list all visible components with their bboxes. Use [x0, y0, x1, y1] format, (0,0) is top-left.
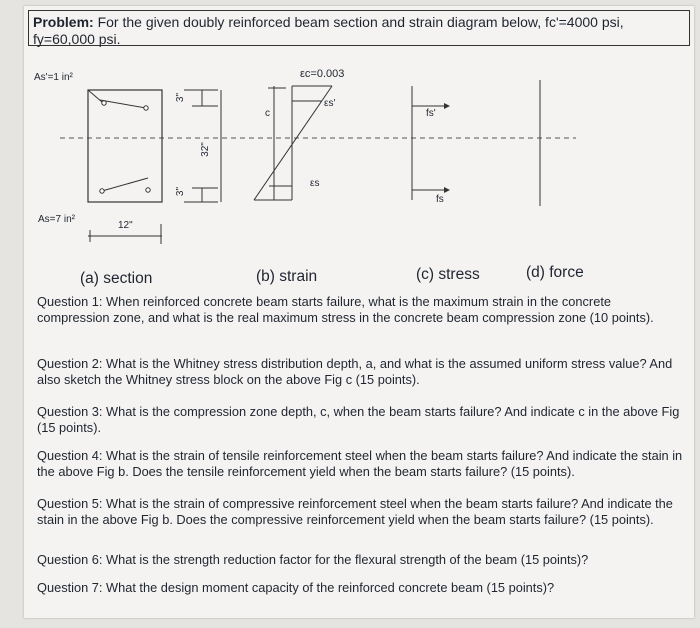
- bottom-bar-tie: [102, 178, 148, 191]
- caption-force: (d) force: [526, 264, 584, 281]
- bottom-cover-label: 3": [175, 186, 187, 197]
- problem-prefix: Problem:: [33, 14, 94, 30]
- caption-stress: (c) stress: [416, 266, 480, 283]
- beam-section-rect: [88, 90, 162, 202]
- eps-c-label: εc=0.003: [300, 68, 345, 80]
- beam-diagram: [24, 46, 694, 266]
- eps-s-prime-label: εs': [324, 98, 336, 109]
- question-1: Question 1: When reinforced concrete beam starts failure, what is the maximum strain in the concrete compression zone, and what is the real maximum stress in the concrete beam compression zone (10 points).: [37, 294, 654, 325]
- top-bar-left: [102, 101, 106, 105]
- question-5: Question 5: What is the strain of compressive reinforcement steel when the beam starts failure? And indicate the stain in the above Fig b. Does the compressive reinforcement yield when the beam starts failure? (15 points).: [37, 496, 673, 527]
- question-7: Question 7: What the design moment capacity of the reinforced concrete beam (15 points)?: [37, 580, 555, 595]
- caption-strain: (b) strain: [256, 268, 318, 285]
- beam-figure: [24, 46, 694, 287]
- fs-label: fs: [436, 194, 444, 205]
- top-bar-right: [144, 106, 148, 110]
- question-6: Question 6: What is the strength reduction factor for the flexural strength of the beam (15 points)?: [37, 552, 589, 567]
- eps-s-label: εs: [310, 178, 320, 189]
- problem-statement: [33, 14, 688, 48]
- question-4: Question 4: What is the strain of tensile reinforcement steel when the beam starts failure? And indicate the stain in the above Fig b. Does the tensile reinforcement yield when the beam starts failure? (15 points).: [37, 448, 683, 479]
- depth-label: 32": [199, 142, 211, 157]
- problem-text: For the given doubly reinforced beam section and strain diagram below, fc'=4000 psi, fy=60,000 psi.: [33, 14, 624, 47]
- worksheet-page: [24, 6, 694, 618]
- question-3: Question 3: What is the compression zone depth, c, when the beam starts failure? And indicate c in the above Fig (15 points).: [37, 404, 680, 435]
- problem-statement-box: [28, 10, 690, 46]
- width-dim-label: 12": [118, 220, 133, 231]
- fs-prime-label: fs': [426, 108, 436, 119]
- top-bar-leader: [88, 90, 102, 102]
- bottom-bar-left: [100, 189, 104, 193]
- top-bar-tie: [100, 100, 146, 108]
- top-cover-label: 3": [175, 92, 187, 103]
- c-label: c: [265, 108, 270, 119]
- as-label: As=7 in²: [38, 214, 75, 225]
- caption-section: (a) section: [80, 270, 153, 287]
- bottom-bar-right: [146, 188, 150, 192]
- as-prime-label: As'=1 in²: [34, 72, 73, 83]
- strain-profile: [254, 86, 332, 200]
- question-2: Question 2: What is the Whitney stress distribution depth, a, and what is the assumed uniform stress value? And also sketch the Whitney stress block on the above Fig c (15 points).: [37, 356, 673, 387]
